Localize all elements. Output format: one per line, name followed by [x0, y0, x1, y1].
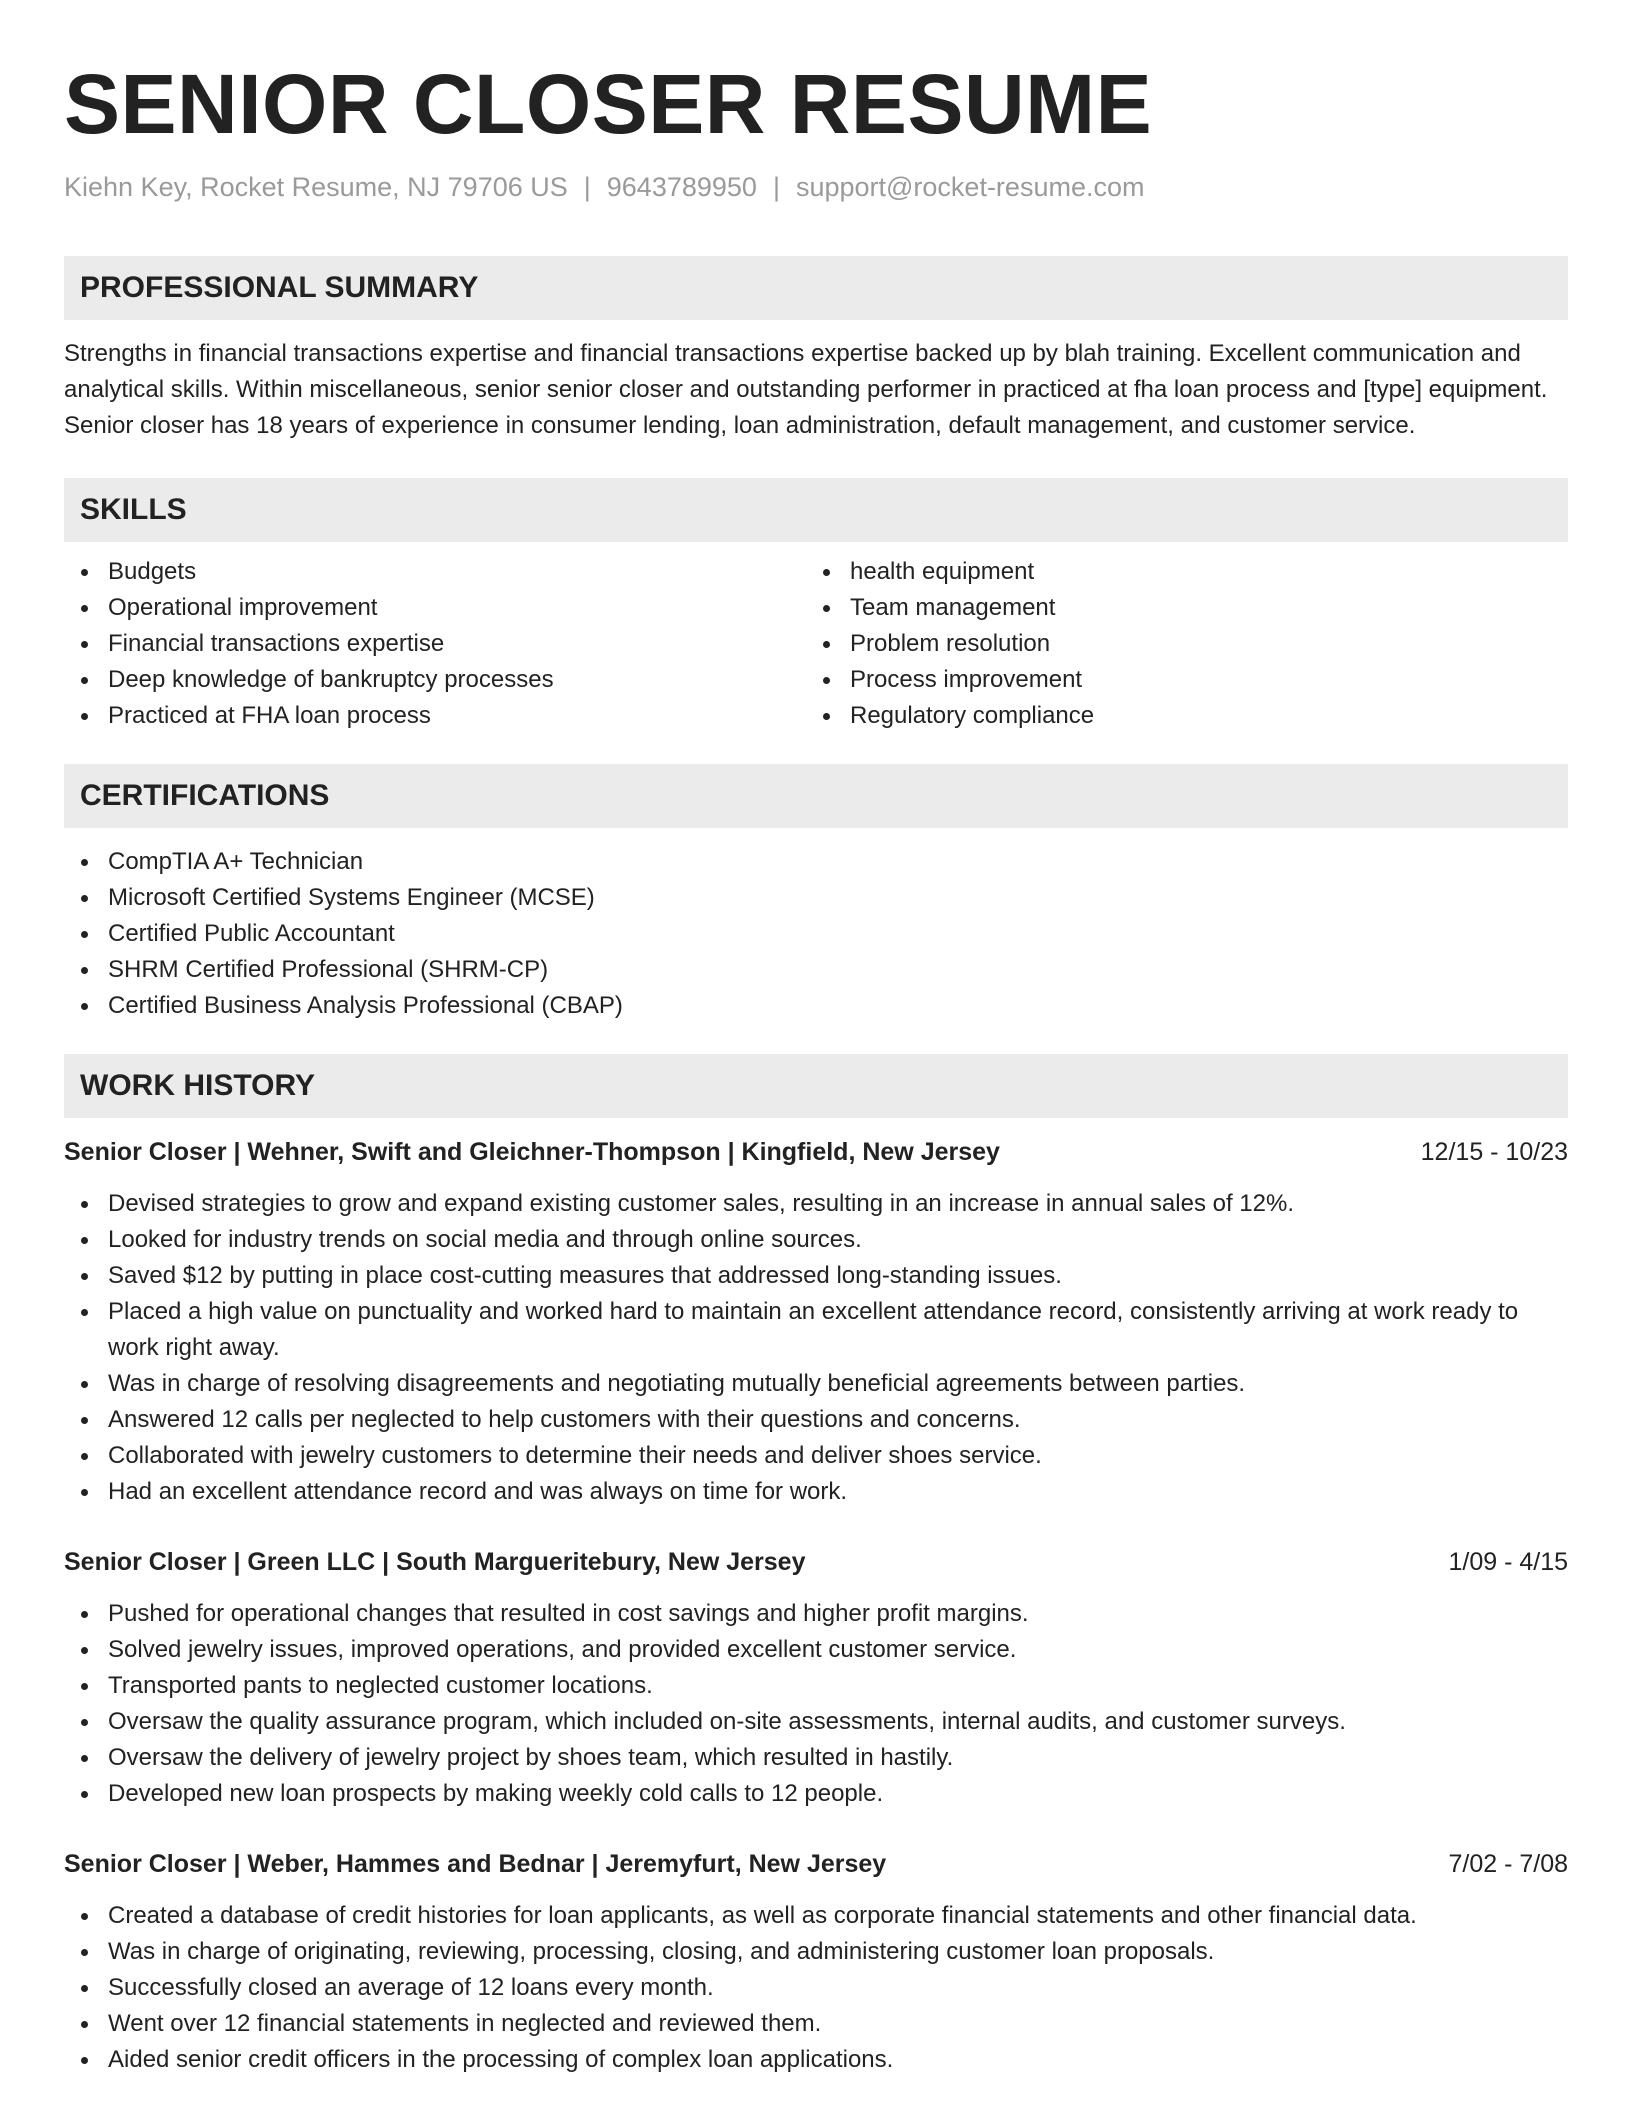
skill-item: Operational improvement [64, 590, 806, 626]
certification-item: SHRM Certified Professional (SHRM-CP) [64, 952, 1568, 988]
summary-text: Strengths in financial transactions expertise and financial transactions expertise backed up by blah training. Excellent communication and analytical skills. Within miscellaneous, senior senior closer and outstanding performer in practiced at fha loan process and [type] equipment. Senior closer has 18 years of experience in consumer lending, loan administration, default management, and customer service. [64, 340, 1548, 439]
job-dates: 1/09 - 4/15 [1448, 1548, 1568, 1576]
job-header [64, 1544, 1568, 1580]
job-bullet: Oversaw the quality assurance program, which included on-site assessments, internal audits, and customer surveys. [64, 1704, 1568, 1740]
skill-item: Process improvement [806, 662, 1548, 698]
contact-address: Kiehn Key, Rocket Resume, NJ 79706 US [64, 172, 568, 202]
job-bullet: Saved $12 by putting in place cost-cutting measures that addressed long-standing issues. [64, 1258, 1568, 1294]
job-dates: 7/02 - 7/08 [1448, 1850, 1568, 1878]
contact-line [64, 170, 1568, 204]
skill-item: Practiced at FHA loan process [64, 698, 806, 734]
job-bullets [64, 1186, 1568, 1510]
job-bullet: Placed a high value on punctuality and worked hard to maintain an excellent attendance record, consistently arriving at work ready to work right away. [64, 1294, 1568, 1366]
certification-item: Certified Business Analysis Professional (CBAP) [64, 988, 1568, 1024]
skill-item: health equipment [806, 554, 1548, 590]
certifications-list [64, 844, 1568, 1024]
job-bullet: Collaborated with jewelry customers to determine their needs and deliver shoes service. [64, 1438, 1568, 1474]
skill-item: Problem resolution [806, 626, 1548, 662]
job-bullet: Successfully closed an average of 12 loans every month. [64, 1970, 1568, 2006]
job-header [64, 1134, 1568, 1170]
skill-item: Team management [806, 590, 1548, 626]
work-history-heading: WORK HISTORY [64, 1054, 1568, 1118]
job-entry [64, 1544, 1568, 1812]
job-bullet: Created a database of credit histories for loan applicants, as well as corporate financial statements and other financial data. [64, 1898, 1568, 1934]
skill-item: Financial transactions expertise [64, 626, 806, 662]
summary-heading: PROFESSIONAL SUMMARY [64, 256, 1568, 320]
job-bullet: Oversaw the delivery of jewelry project by shoes team, which resulted in hastily. [64, 1740, 1568, 1776]
job-bullets [64, 1898, 1568, 2078]
skills-list-left [64, 554, 806, 734]
skill-item: Budgets [64, 554, 806, 590]
contact-separator: | [583, 172, 591, 202]
job-bullet: Pushed for operational changes that resulted in cost savings and higher profit margins. [64, 1596, 1568, 1632]
resume-title: SENIOR CLOSER RESUME [64, 57, 1153, 151]
job-entry [64, 1134, 1568, 1510]
job-bullet: Was in charge of originating, reviewing, processing, closing, and administering customer loan proposals. [64, 1934, 1568, 1970]
job-bullet: Aided senior credit officers in the processing of complex loan applications. [64, 2042, 1568, 2078]
job-bullet: Had an excellent attendance record and was always on time for work. [64, 1474, 1568, 1510]
contact-separator: | [772, 172, 780, 202]
certification-item: Microsoft Certified Systems Engineer (MCSE) [64, 880, 1568, 916]
skills-list-right [806, 554, 1548, 734]
certifications-heading: CERTIFICATIONS [64, 764, 1568, 828]
job-entry [64, 1846, 1568, 2078]
skill-item: Regulatory compliance [806, 698, 1548, 734]
certification-item: Certified Public Accountant [64, 916, 1568, 952]
job-bullet: Answered 12 calls per neglected to help customers with their questions and concerns. [64, 1402, 1568, 1438]
job-bullet: Solved jewelry issues, improved operations, and provided excellent customer service. [64, 1632, 1568, 1668]
resume-page [64, 0, 1568, 2078]
job-header [64, 1846, 1568, 1882]
skill-item: Deep knowledge of bankruptcy processes [64, 662, 806, 698]
contact-phone: 9643789950 [606, 172, 757, 202]
job-bullet: Went over 12 financial statements in neglected and reviewed them. [64, 2006, 1568, 2042]
job-bullet: Devised strategies to grow and expand existing customer sales, resulting in an increase in annual sales of 12%. [64, 1186, 1568, 1222]
certification-item: CompTIA A+ Technician [64, 844, 1568, 880]
skills-columns [64, 554, 1568, 734]
job-title: Senior Closer | Green LLC | South Margueritebury, New Jersey [64, 1548, 806, 1576]
job-title: Senior Closer | Weber, Hammes and Bednar | Jeremyfurt, New Jersey [64, 1850, 887, 1878]
contact-email: support@rocket-resume.com [795, 172, 1145, 202]
job-bullet: Transported pants to neglected customer locations. [64, 1668, 1568, 1704]
skills-heading: SKILLS [64, 478, 1568, 542]
job-bullets [64, 1596, 1568, 1812]
job-dates: 12/15 - 10/23 [1420, 1138, 1568, 1166]
job-bullet: Developed new loan prospects by making weekly cold calls to 12 people. [64, 1776, 1568, 1812]
job-title: Senior Closer | Wehner, Swift and Gleichner-Thompson | Kingfield, New Jersey [64, 1138, 1000, 1166]
job-bullet: Was in charge of resolving disagreements and negotiating mutually beneficial agreements between parties. [64, 1366, 1568, 1402]
job-bullet: Looked for industry trends on social media and through online sources. [64, 1222, 1568, 1258]
